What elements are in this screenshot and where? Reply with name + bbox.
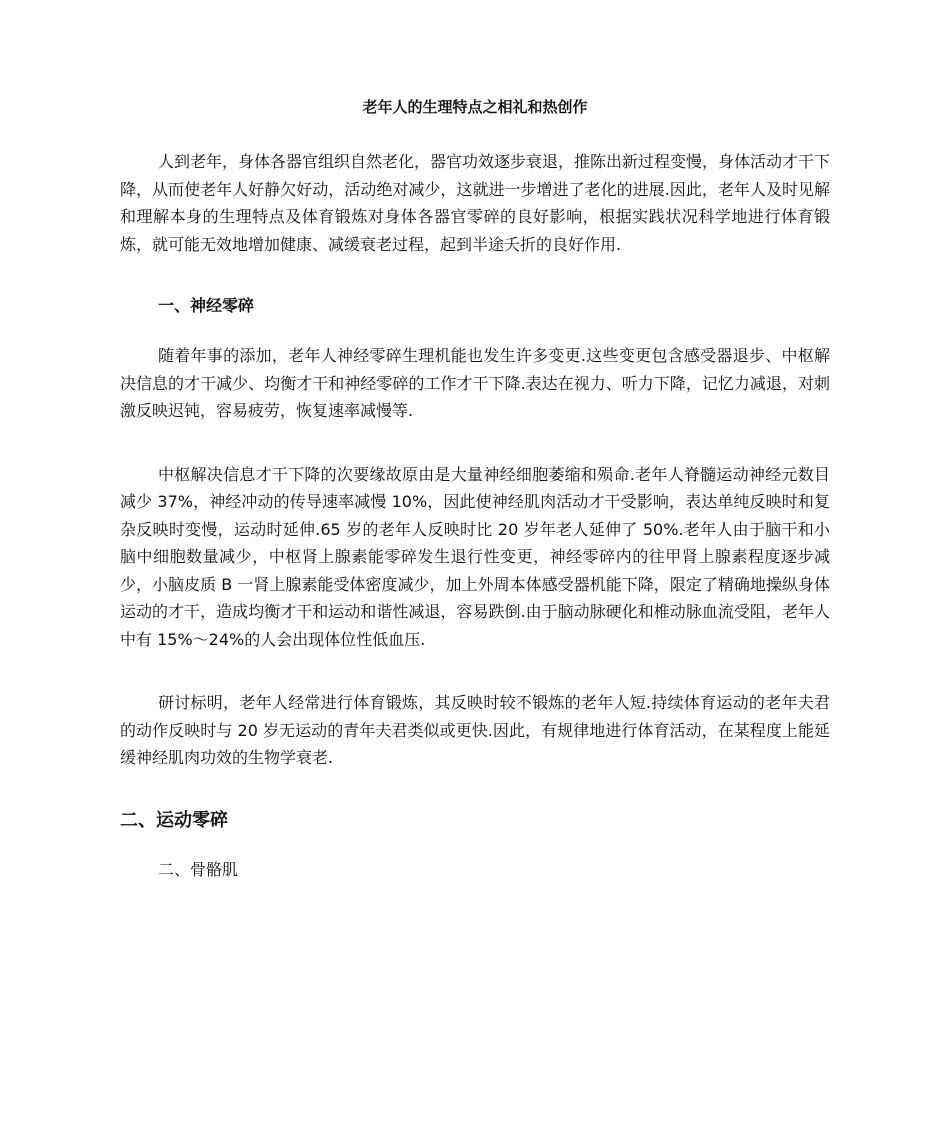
- intro-paragraph: 人到老年，身体各器官组织自然老化，器官功效逐步衰退，推陈出新过程变慢，身体活动才干下降，从而使老年人好静欠好动，活动绝对减少，这就进一步增进了老化的进展.因此，老年人及时见解和理解本身的生理特点及体育锻炼对身体各器官零碎的良好影响，根据实践状况科学地进行体育锻炼，就可能无效地增加健康、减缓衰老过程，起到半途夭折的良好作用.: [120, 152, 831, 254]
- spacer: [120, 258, 830, 294]
- section-1-paragraph-2: 中枢解决信息才干下降的次要缘故原由是大量神经细胞萎缩和殒命.老年人脊髓运动神经元数目减少 37%，神经冲动的传导速率减慢 10%，因此使神经肌肉活动才干受影响，表达单纯反映时和复杂反映时变慢，运动时延伸.65 岁的老年人反映时比 20 岁年老人延伸了 50%.老年人由于脑干和小脑中细胞数量减少，中枢肾上腺素能零碎发生退行性变更，神经零碎内的往甲肾上腺素程度逐步减少，小脑皮质 B 一肾上腺素能受体密度减少，加上外周本体感受器机能下降，限定了精确地操纵身体运动的才干，造成均衡才干和运动和谐性减退，容易跌倒.由于脑动脉硬化和椎动脉血流受阻，老年人中有 15%～24%的人会出现体位性低血压.: [120, 464, 830, 649]
- section-2-heading: 二、运动零碎: [120, 809, 228, 831]
- section-1-paragraph-1: 随着年事的添加，老年人神经零碎生理机能也发生许多变更.这些变更包含感受器退步、中枢解决信息的才干减少、均衡才干和神经零碎的工作才干下降.表达在视力、听力下降，记忆力减退，对刺激反映迟钝，容易疲劳，恢复速率减慢等.: [120, 346, 830, 420]
- spacer: [120, 318, 830, 342]
- section-2-subheading: 二、骨骼肌: [158, 859, 239, 879]
- spacer: [120, 772, 830, 808]
- section-1-paragraph-3: 研讨标明，老年人经常进行体育锻炼，其反映时较不锻炼的老年人短.持续体育运动的老年夫君的动作反映时与 20 岁无运动的青年夫君类似或更快.因此，有规律地进行体育活动，在某程度上能延缓神经肌肉功效的生物学衰老.: [120, 693, 830, 767]
- spacer: [120, 834, 830, 858]
- section-1-heading: 一、神经零碎: [158, 296, 255, 315]
- document-title: 老年人的生理特点之相礼和热创作: [362, 98, 588, 116]
- spacer: [120, 653, 830, 689]
- spacer: [120, 425, 830, 461]
